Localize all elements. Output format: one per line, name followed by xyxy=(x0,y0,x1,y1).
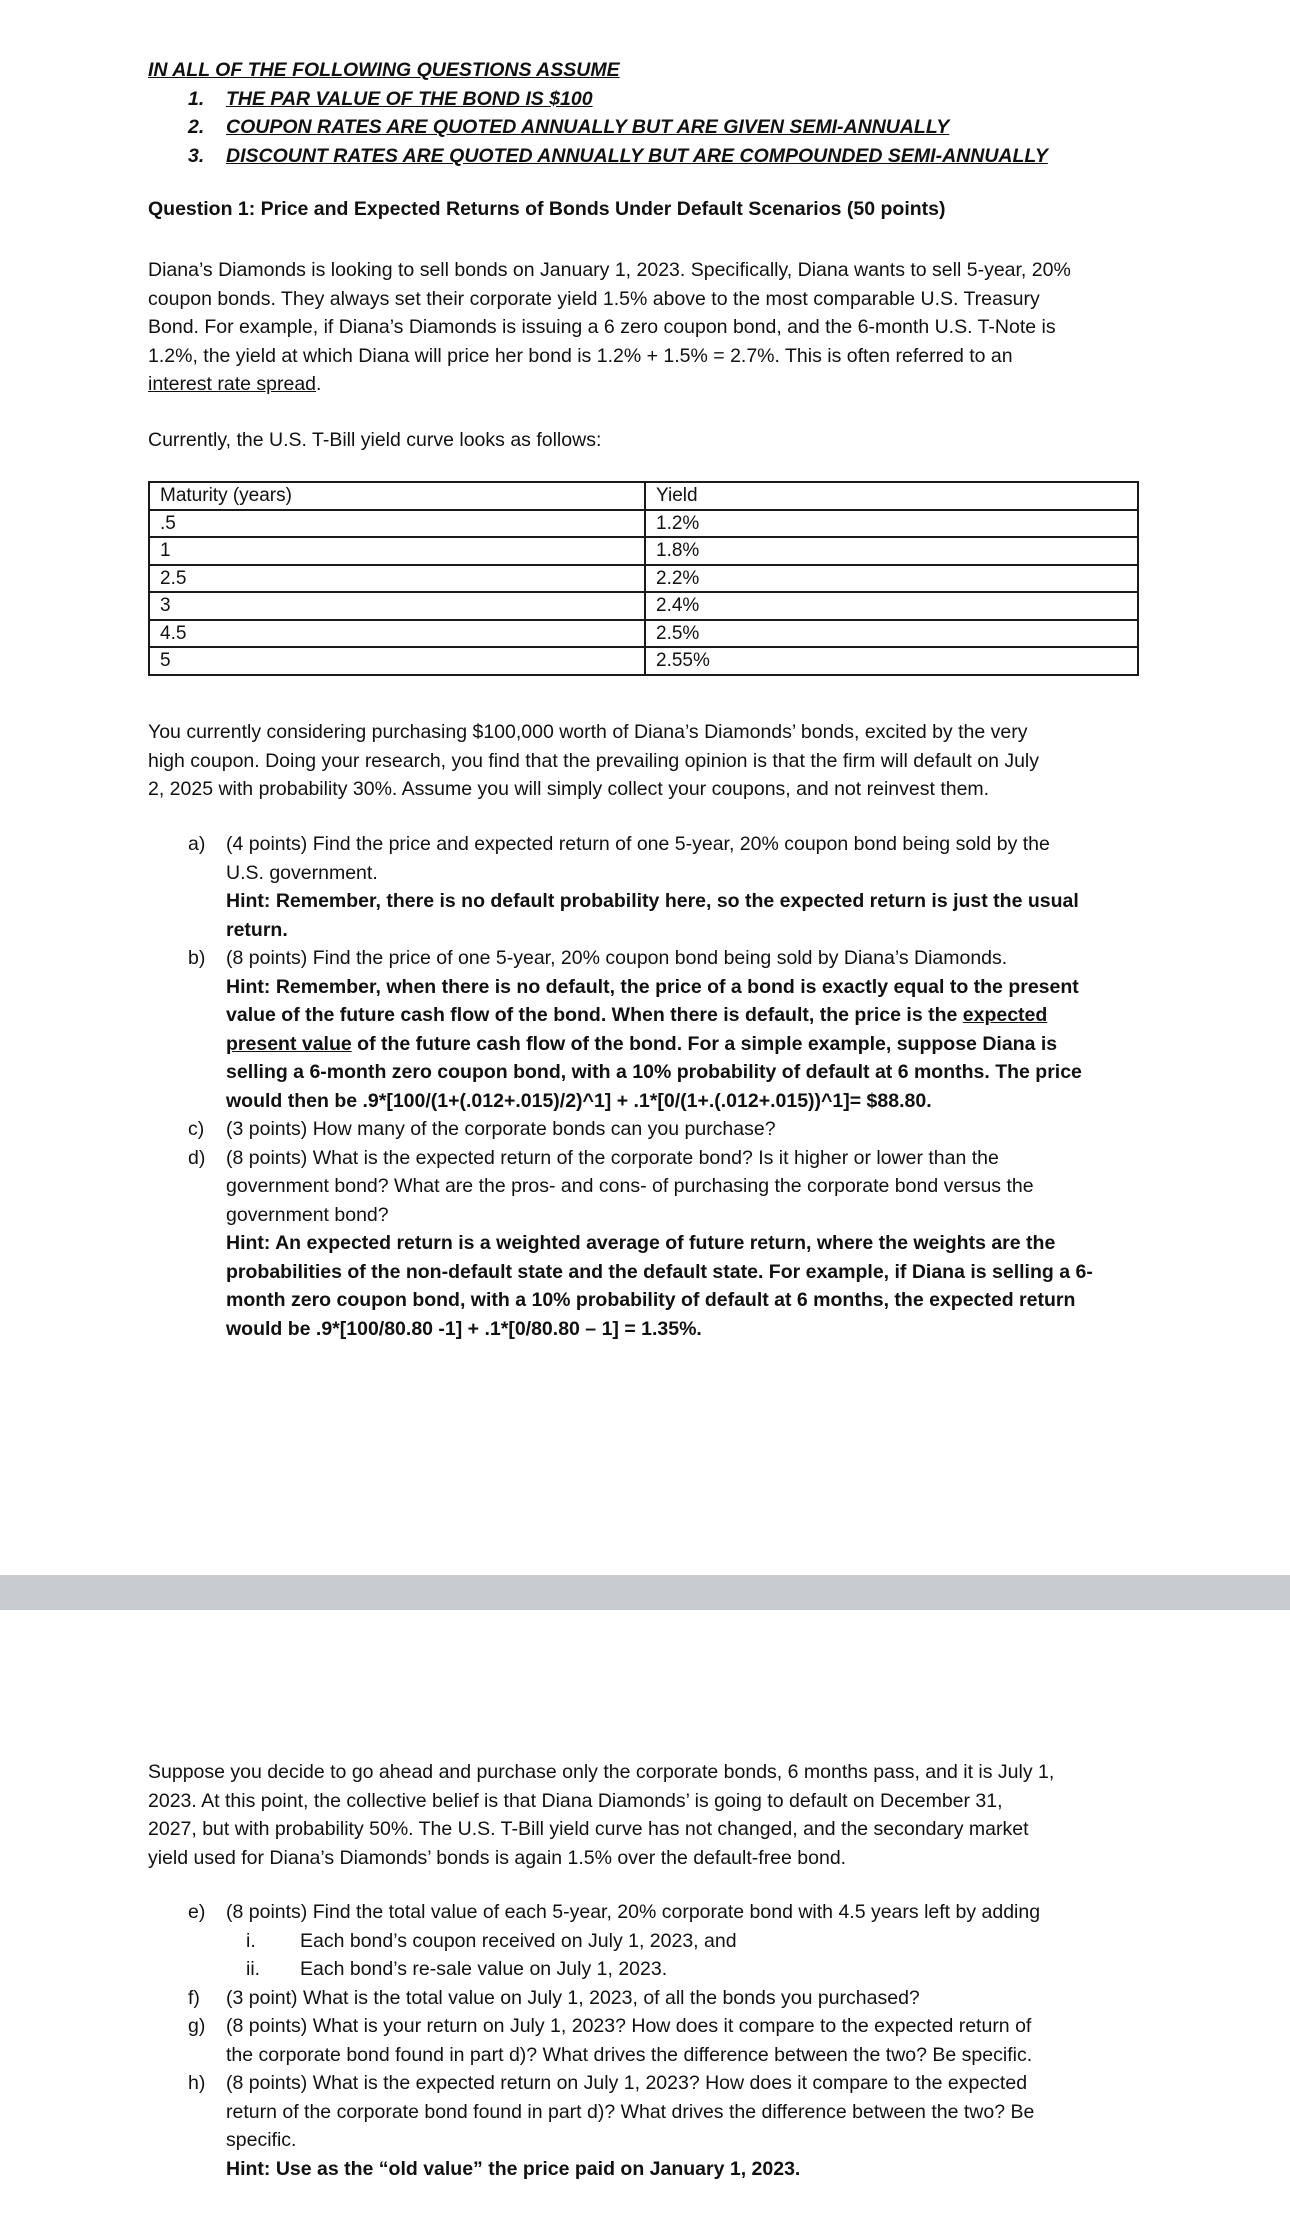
question-parts-a-to-d: a) (4 points) Find the price and expected return of one 5-year, 20% coupon bond being sold by the U.S. government. Hint: Remember, there is no default probability here, so the expected return is just the usual return. b) (8 points) Find the price of one 5-year, 20% coupon bond being sold by Diana’s Diamonds. Hint: Remember, when there is no default, the price of a bond is exactly equal to the present value of the future cash flow of the bond. When there is default, the price is the expected present value of the future cash flow of the bond. For a simple example, suppose Diana is selling a 6-month zero coupon bond, with a 10% probability of default at 6 months. The price would then be .9*[100/(1+(.012+.015)/2)^1] + .1*[0/(1+.(.012+.015))^1]= $88.80. c) (3 points) How many of the corporate bonds can you purchase? d) (8 points) What is the expected return of the corporate bond? Is it higher or lower than the government bond? What are the pros- and cons- of purchasing the corporate bond versus the government bond? Hint: An expected return is a weighted average of future return, where the weights are the probabilities of the non-default state and the default state. For example, if Diana is selling a 6- month zero coupon bond, with a 10% probability of default at 6 months, the expected return would be .9*[100/80.80 -1] + .1*[0/80.80 – 1] = 1.35%. xyxy=(188,830,1148,1343)
part-e-sub-item: i. Each bond’s coupon received on July 1, 2023, and xyxy=(246,1929,737,1952)
part-g: g) (8 points) What is your return on July 1, 2023? How does it compare to the expected return of xyxy=(188,2015,1032,2037)
table-row xyxy=(149,592,1138,620)
scenario-paragraph: You currently considering purchasing $100,000 worth of Diana’s Diamonds’ bonds, excited by the very high coupon. Doing your research, you find that the prevailing opinion is that the firm will default on July 2, 2025 with probability 30%. Assume you will simply collect your coupons, and not reinvest them. xyxy=(148,721,1040,800)
yield-curve-table xyxy=(148,481,1139,676)
part-e: e) (8 points) Find the total value of each 5-year, 20% corporate bond with 4.5 years left by adding xyxy=(188,1901,1041,1923)
continuation-paragraph: Suppose you decide to go ahead and purchase only the corporate bonds, 6 months pass, and it is July 1, 2023. At this point, the collective belief is that Diana Diamonds’ is going to default on December 31, 2027, but with probability 50%. The U.S. T-Bill yield curve has not changed, and the secondary market yield used for Diana’s Diamonds’ bonds is again 1.5% over the default-free bond. xyxy=(148,1761,1055,1869)
table-row xyxy=(149,647,1138,675)
table-row xyxy=(149,537,1138,565)
table-cell: 2.5 xyxy=(149,565,645,593)
assumptions-heading: IN ALL OF THE FOLLOWING QUESTIONS ASSUME xyxy=(148,59,620,81)
assumption-item: 1. THE PAR VALUE OF THE BOND IS $100 xyxy=(188,87,593,110)
curve-intro: Currently, the U.S. T-Bill yield curve looks as follows: xyxy=(148,429,602,451)
part-e-sub-item: ii. Each bond’s re-sale value on July 1, 2023. xyxy=(246,1958,668,1980)
part-h-hint: Hint: Use as the “old value” the price paid on January 1, 2023. xyxy=(226,2157,801,2180)
part-f: f) (3 point) What is the total value on July 1, 2023, of all the bonds you purchased? xyxy=(188,1986,920,2009)
interest-rate-spread-term: interest rate spread xyxy=(148,373,317,395)
assumption-item: 3. DISCOUNT RATES ARE QUOTED ANNUALLY BUT ARE COMPOUNDED SEMI-ANNUALLY xyxy=(188,144,1048,167)
table-cell: 3 xyxy=(149,592,645,620)
table-header-cell: Yield xyxy=(645,482,1138,510)
table-cell: 2.2% xyxy=(645,565,1138,593)
table-cell: 2.5% xyxy=(645,620,1138,648)
part-b: b) (8 points) Find the price of one 5-year, 20% coupon bond being sold by Diana’s Diamonds. xyxy=(188,947,1008,969)
part-b-hint: Hint: Remember, when there is no default, the price of a bond is exactly equal to the present xyxy=(226,975,1079,998)
table-cell: 1.2% xyxy=(645,510,1138,538)
part-a: a) (4 points) Find the price and expected return of one 5-year, 20% coupon bond being sold by the xyxy=(188,833,1050,855)
table-row xyxy=(149,565,1138,593)
table-cell: .5 xyxy=(149,510,645,538)
table-row xyxy=(149,620,1138,648)
table-row xyxy=(149,510,1138,538)
part-d-hint: Hint: An expected return is a weighted average of future return, where the weights are the xyxy=(226,1232,1056,1254)
assumptions-block xyxy=(148,56,1148,170)
table-cell: 5 xyxy=(149,647,645,675)
question-1-intro: Diana’s Diamonds is looking to sell bonds on January 1, 2023. Specifically, Diana wants to sell 5-year, 20% coupon bonds. They always set their corporate yield 1.5% above to the most comparable U.S. Treasury Bond. For example, if Diana’s Diamonds is issuing a 6 zero coupon bond, and the 6-month U.S. T-Note is 1.2%, the yield at which Diana will price her bond is 1.2% + 1.5% = 2.7%. This is often referred to an interest rate spread. xyxy=(148,259,1071,395)
question-parts-e-to-h: e) (8 points) Find the total value of each 5-year, 20% corporate bond with 4.5 years left by adding i. Each bond’s coupon received on July 1, 2023, and ii. Each bond’s re-sale value on July 1, 2023. f) (3 point) What is the total value on July 1, 2023, of all the bonds you purchased? g) (8 points) What is your return on July 1, 2023? How does it compare to the expected return of the corporate bond found in part d)? What drives the difference between the two? Be specific. h) (8 points) What is the expected return on July 1, 2023? How does it compare to the expected return of the corporate bond found in part d)? What drives the difference between the two? Be specific. Hint: Use as the “old value” the price paid on January 1, 2023. xyxy=(188,1898,1148,2183)
question-1-title: Question 1: Price and Expected Returns of Bonds Under Default Scenarios (50 points) xyxy=(148,198,946,220)
table-cell: 4.5 xyxy=(149,620,645,648)
table-cell: 1.8% xyxy=(645,537,1138,565)
part-d: d) (8 points) What is the expected return of the corporate bond? Is it higher or lower than the xyxy=(188,1146,999,1169)
part-a-hint: Hint: Remember, there is no default probability here, so the expected return is just the usual xyxy=(226,890,1079,912)
part-h: h) (8 points) What is the expected return on July 1, 2023? How does it compare to the expected xyxy=(188,2072,1028,2094)
table-header-cell: Maturity (years) xyxy=(149,482,645,510)
table-cell: 1 xyxy=(149,537,645,565)
table-cell: 2.4% xyxy=(645,592,1138,620)
part-c: c) (3 points) How many of the corporate bonds can you purchase? xyxy=(188,1118,776,1140)
table-cell: 2.55% xyxy=(645,647,1138,675)
table-header-row xyxy=(149,482,1138,510)
document-page-2 xyxy=(0,1610,1290,2233)
page-separator xyxy=(0,1575,1290,1610)
assumption-item: 2. COUPON RATES ARE QUOTED ANNUALLY BUT ARE GIVEN SEMI-ANNUALLY xyxy=(188,116,950,138)
